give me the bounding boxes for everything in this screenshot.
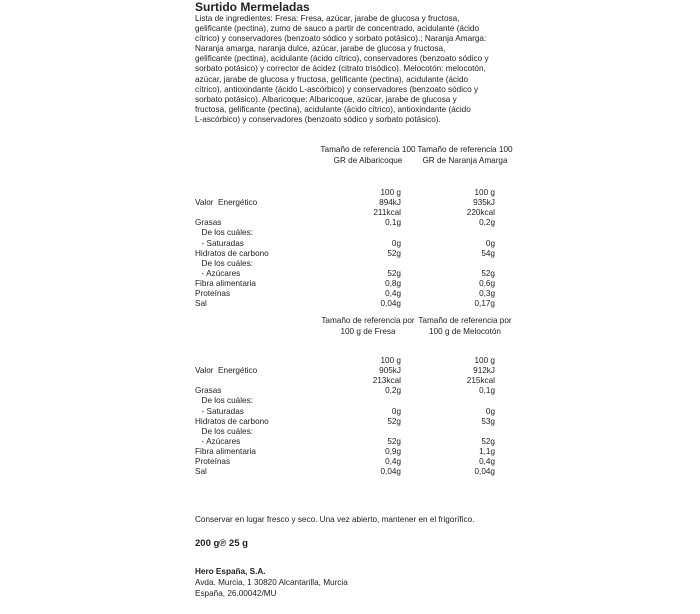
ingredients-line: fructosa, gelificante (pectina), acidulante (ácido cítrico), antioxindante (ácido xyxy=(195,104,471,114)
registry-number: España, 26.00042/MU xyxy=(195,589,277,598)
nutrient-value-1: 894kJ xyxy=(379,198,401,208)
nutrient-value-2: 54g xyxy=(481,248,495,258)
nutrient-value-2: 0,6g xyxy=(479,278,495,288)
nutrient-label: - Saturadas xyxy=(197,238,244,248)
nutrient-label: Grasas xyxy=(195,386,222,396)
ingredients-line: azúcar, jarabe de glucosa y fructosa, gelificante (pectina), acidulante (ácido xyxy=(195,74,469,84)
nutrient-value-1: 0g xyxy=(391,406,401,416)
nutrient-value-1: 0,04g xyxy=(380,467,401,477)
ingredients-line: gelificante (pectina), zumo de sauco a partir de concentrado, acidulante (ácido xyxy=(195,24,479,34)
nutrient-label: Sal xyxy=(195,467,207,477)
nutrient-value-1: 905kJ xyxy=(379,366,401,376)
nutrient-value-2: 0,04g xyxy=(474,467,495,477)
nutrient-label: Valor Energético xyxy=(195,366,258,376)
storage-instructions: Conservar en lugar fresco y seco. Una vez abierto, mantener en el frigorífico. xyxy=(195,515,475,524)
column-header-1: Tamaño de referencia 100 xyxy=(320,145,416,154)
nutrient-value-1: 0,9g xyxy=(385,446,401,456)
column-header-2: Tamaño de referencia por xyxy=(418,316,512,325)
ingredients-line: gelificante (pectina), acidulante (ácido cítrico), conservadores (benzoato sódico y xyxy=(195,54,489,64)
nutrient-value-1: 0,4g xyxy=(385,289,401,298)
nutrient-value-2: 912kJ xyxy=(473,366,495,376)
nutrient-value-2: 0,1g xyxy=(479,386,495,396)
nutrient-value-2: 52g xyxy=(481,268,495,278)
nutrient-label: Fibra alimentaria xyxy=(195,278,256,288)
nutrient-label: De los cuáles: xyxy=(197,426,253,436)
nutrient-value-2: 0,4g xyxy=(479,457,495,466)
product-label xyxy=(191,0,514,614)
nutrient-value-1: 100 g xyxy=(380,356,401,365)
nutrient-label: Hidratos de carbono xyxy=(195,416,269,426)
nutrient-label: Sal xyxy=(195,299,207,309)
net-weight: 200 g℗ 25 g xyxy=(195,538,248,549)
ingredients-line: Lista de ingredientes: Fresa: Fresa, azúcar, jarabe de glucosa y fructosa, xyxy=(195,14,460,23)
nutrient-value-1: 0g xyxy=(391,238,401,248)
nutrient-value-2: 935kJ xyxy=(473,198,495,208)
nutrient-label: Proteínas xyxy=(195,289,231,298)
nutrient-value-2: 100 g xyxy=(474,356,495,365)
ingredients-line: cítrico), antioxindante (ácido L-ascórbico) y conservadores (benzoato sódico y xyxy=(195,84,479,94)
nutrient-label: - Azúcares xyxy=(197,436,241,446)
nutrient-value-2: 215kcal xyxy=(466,376,495,386)
nutrient-value-1: 100 g xyxy=(380,188,401,197)
column-header-1: Tamaño de referencia por xyxy=(321,316,415,325)
ingredients-list xyxy=(195,14,513,125)
nutrient-value-1: 52g xyxy=(387,268,401,278)
company-address: Avda. Murcia, 1 30820 Alcantarilla, Murcia xyxy=(195,578,348,587)
nutrient-value-2: 220kcal xyxy=(466,208,495,218)
nutrient-value-2: 53g xyxy=(481,416,495,426)
nutrient-value-2: 52g xyxy=(481,436,495,446)
column-header-2: GR de Naranja Amarga xyxy=(422,155,508,165)
nutrient-value-1: 52g xyxy=(387,416,401,426)
ingredients-line: L-ascórbico) y conservadores (benzoato sódico y sorbato potásico). xyxy=(195,114,441,124)
nutrient-label: Proteínas xyxy=(195,457,231,466)
nutrient-label: Fibra alimentaria xyxy=(195,446,256,456)
nutrient-value-1: 0,04g xyxy=(380,299,401,309)
nutrient-label: - Azúcares xyxy=(197,268,241,278)
column-header-2: 100 g de Melocotón xyxy=(429,326,501,336)
ingredients-line: sorbato potásico). Albaricoque: Albaricoque, azúcar, jarabe de glucosa y xyxy=(195,94,457,104)
nutrient-label: De los cuáles: xyxy=(197,258,253,268)
nutrient-label: Grasas xyxy=(195,218,222,228)
nutrient-value-2: 0,2g xyxy=(479,218,495,228)
nutrient-value-2: 100 g xyxy=(474,188,495,197)
nutrient-label: Valor Energético xyxy=(195,198,258,208)
nutrient-value-1: 52g xyxy=(387,248,401,258)
nutrient-value-1: 211kcal xyxy=(373,208,401,218)
nutrient-label: De los cuáles: xyxy=(197,228,253,238)
nutrient-value-2: 0,17g xyxy=(474,299,495,309)
column-header-2: Tamaño de referencia 100 xyxy=(417,145,513,154)
nutrient-value-1: 0,2g xyxy=(385,386,401,396)
column-header-1: 100 g de Fresa xyxy=(340,326,396,336)
company-name: Hero España, S.A. xyxy=(195,567,266,576)
nutrient-value-2: 1,1g xyxy=(479,446,495,456)
nutrient-value-1: 52g xyxy=(387,436,401,446)
nutrient-value-1: 0,4g xyxy=(385,457,401,466)
nutrient-label: - Saturadas xyxy=(197,406,244,416)
nutrient-value-2: 0g xyxy=(485,406,495,416)
product-title: Surtido Mermeladas xyxy=(195,0,310,14)
column-header-1: GR de Albaricoque xyxy=(333,155,403,165)
nutrient-label: Hidratos de carbono xyxy=(195,248,269,258)
nutrient-value-2: 0g xyxy=(485,238,495,248)
ingredients-line: Naranja amarga, naranja dulce, azúcar, jarabe de glucosa y fructosa, xyxy=(195,44,446,54)
nutrient-value-2: 0,3g xyxy=(479,289,495,298)
nutrient-value-1: 0,1g xyxy=(385,218,401,228)
nutrient-label: De los cuáles: xyxy=(197,396,253,406)
ingredients-line: cítrico) y conservadores (benzoato sódico y sorbato potásico).; Naranja Amarga: xyxy=(195,34,487,44)
nutrient-value-1: 213kcal xyxy=(372,376,401,386)
ingredients-line: sorbato potásico) y corrector de ácidez (citrato trisódico). Melocotón: melocotón, xyxy=(195,64,486,74)
nutrient-value-1: 0,8g xyxy=(385,278,401,288)
